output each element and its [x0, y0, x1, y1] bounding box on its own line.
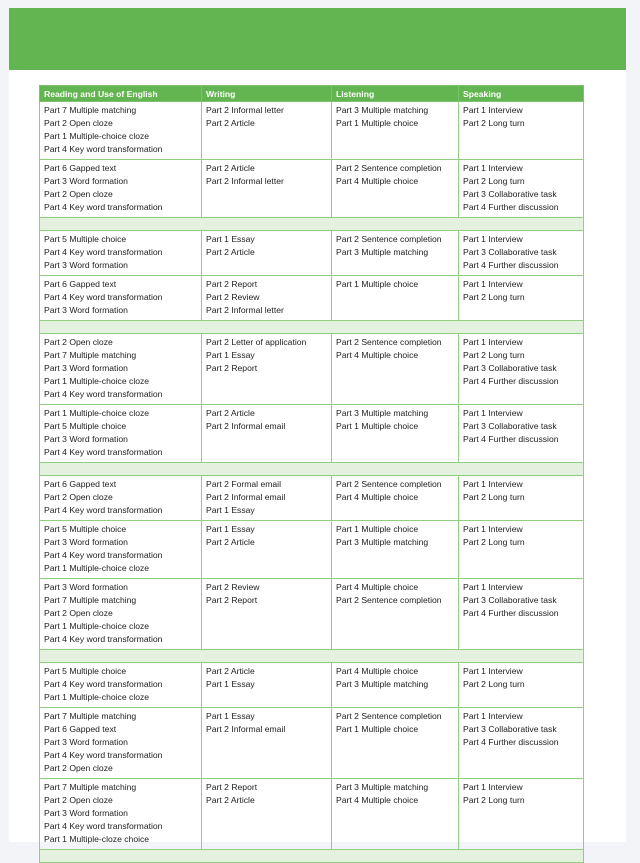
- cell-writing: [202, 779, 332, 850]
- task-item: Part 2 Long turn: [463, 679, 525, 689]
- task-item: Part 3 Multiple matching: [336, 408, 429, 418]
- group-separator: [40, 218, 584, 231]
- task-item: Part 2 Article: [206, 666, 255, 676]
- task-item: Part 2 Review: [206, 582, 260, 592]
- table-row: [40, 102, 584, 160]
- task-item: Part 4 Further discussion: [463, 608, 559, 618]
- cell-writing: [202, 334, 332, 405]
- table-row: [40, 708, 584, 779]
- task-item: Part 2 Open cloze: [44, 492, 113, 502]
- table-row: [40, 405, 584, 463]
- column-header-speaking: Speaking: [459, 86, 584, 102]
- cell-writing: [202, 276, 332, 321]
- task-item: Part 1 Interview: [463, 782, 523, 792]
- task-item: Part 1 Multiple choice: [336, 421, 419, 431]
- task-item: Part 2 Long turn: [463, 537, 525, 547]
- task-item: Part 4 Key word transformation: [44, 292, 163, 302]
- cell-writing: [202, 708, 332, 779]
- task-item: Part 3 Word formation: [44, 434, 128, 444]
- separator-cell: [40, 650, 584, 663]
- group-separator: [40, 650, 584, 663]
- column-header-writing: Writing: [202, 86, 332, 102]
- cell-reading: [40, 160, 202, 218]
- task-item: Part 1 Essay: [206, 505, 255, 515]
- task-item: Part 1 Multiple-choice cloze: [44, 692, 150, 702]
- task-item: Part 3 Collaborative task: [463, 247, 557, 257]
- task-item: Part 1 Multiple-choice cloze: [44, 563, 150, 573]
- table-row: [40, 334, 584, 405]
- group-separator: [40, 463, 584, 476]
- task-item: Part 1 Interview: [463, 479, 523, 489]
- cell-listening: [332, 276, 459, 321]
- task-item: Part 6 Gapped text: [44, 724, 117, 734]
- cell-writing: [202, 231, 332, 276]
- task-item: Part 3 Word formation: [44, 737, 128, 747]
- cell-listening: [332, 579, 459, 650]
- cell-speaking: [459, 521, 584, 579]
- task-item: Part 1 Interview: [463, 163, 523, 173]
- table-row: [40, 579, 584, 650]
- task-item: Part 1 Multiple choice: [336, 724, 419, 734]
- task-item: Part 3 Word formation: [44, 176, 128, 186]
- task-item: Part 7 Multiple matching: [44, 711, 137, 721]
- table-row: [40, 476, 584, 521]
- task-item: Part 2 Long turn: [463, 118, 525, 128]
- cell-writing: [202, 579, 332, 650]
- task-item: Part 4 Key word transformation: [44, 550, 163, 560]
- task-item: Part 5 Multiple choice: [44, 234, 127, 244]
- task-item: Part 2 Article: [206, 537, 255, 547]
- table-row: [40, 521, 584, 579]
- task-item: Part 4 Further discussion: [463, 202, 559, 212]
- table-row: [40, 663, 584, 708]
- cell-reading: [40, 102, 202, 160]
- task-item: Part 1 Multiple choice: [336, 279, 419, 289]
- separator-cell: [40, 850, 584, 863]
- task-item: Part 4 Key word transformation: [44, 821, 163, 831]
- task-item: Part 4 Key word transformation: [44, 202, 163, 212]
- task-item: Part 3 Multiple matching: [336, 679, 429, 689]
- task-item: Part 5 Multiple choice: [44, 421, 127, 431]
- task-item: Part 4 Key word transformation: [44, 750, 163, 760]
- task-item: Part 2 Sentence completion: [336, 595, 442, 605]
- task-item: Part 3 Word formation: [44, 363, 128, 373]
- task-item: Part 3 Word formation: [44, 305, 128, 315]
- task-item: Part 2 Open cloze: [44, 608, 113, 618]
- task-item: Part 3 Collaborative task: [463, 421, 557, 431]
- task-item: Part 5 Multiple choice: [44, 524, 127, 534]
- task-item: Part 4 Key word transformation: [44, 634, 163, 644]
- cell-listening: [332, 231, 459, 276]
- task-item: Part 2 Open cloze: [44, 337, 113, 347]
- task-item: Part 2 Report: [206, 363, 258, 373]
- task-item: Part 2 Long turn: [463, 795, 525, 805]
- cell-speaking: [459, 405, 584, 463]
- header-banner: [9, 8, 626, 70]
- cell-speaking: [459, 231, 584, 276]
- task-item: Part 1 Interview: [463, 279, 523, 289]
- task-item: Part 2 Open cloze: [44, 763, 113, 773]
- table-row: [40, 276, 584, 321]
- cell-listening: [332, 405, 459, 463]
- task-item: Part 4 Multiple choice: [336, 350, 419, 360]
- task-item: Part 2 Informal email: [206, 421, 286, 431]
- task-item: Part 4 Key word transformation: [44, 505, 163, 515]
- cell-speaking: [459, 276, 584, 321]
- task-item: Part 3 Collaborative task: [463, 595, 557, 605]
- task-item: Part 3 Multiple matching: [336, 105, 429, 115]
- task-item: Part 2 Informal letter: [206, 105, 284, 115]
- cell-listening: [332, 102, 459, 160]
- cell-speaking: [459, 476, 584, 521]
- task-item: Part 2 Long turn: [463, 176, 525, 186]
- task-item: Part 7 Multiple matching: [44, 782, 137, 792]
- cell-speaking: [459, 779, 584, 850]
- task-item: Part 6 Gapped text: [44, 479, 117, 489]
- cell-reading: [40, 334, 202, 405]
- separator-cell: [40, 218, 584, 231]
- task-item: Part 4 Further discussion: [463, 376, 559, 386]
- task-item: Part 3 Word formation: [44, 260, 128, 270]
- task-item: Part 1 Interview: [463, 524, 523, 534]
- task-item: Part 3 Multiple matching: [336, 782, 429, 792]
- task-item: Part 2 Informal email: [206, 492, 286, 502]
- task-item: Part 1 Essay: [206, 234, 255, 244]
- cell-speaking: [459, 334, 584, 405]
- task-item: Part 2 Article: [206, 408, 255, 418]
- cell-writing: [202, 663, 332, 708]
- table-row: [40, 779, 584, 850]
- task-item: Part 2 Formal email: [206, 479, 281, 489]
- task-item: Part 3 Word formation: [44, 582, 128, 592]
- task-item: Part 2 Sentence completion: [336, 163, 442, 173]
- cell-reading: [40, 663, 202, 708]
- separator-cell: [40, 463, 584, 476]
- task-item: Part 1 Interview: [463, 337, 523, 347]
- cell-listening: [332, 476, 459, 521]
- cell-reading: [40, 579, 202, 650]
- cell-reading: [40, 708, 202, 779]
- task-item: Part 4 Key word transformation: [44, 144, 163, 154]
- cell-speaking: [459, 708, 584, 779]
- separator-cell: [40, 321, 584, 334]
- cell-listening: [332, 663, 459, 708]
- table-header-row: [40, 86, 584, 102]
- task-item: Part 1 Multiple-choice cloze: [44, 376, 150, 386]
- cell-reading: [40, 779, 202, 850]
- task-item: Part 1 Interview: [463, 234, 523, 244]
- task-item: Part 1 Essay: [206, 711, 255, 721]
- cell-speaking: [459, 102, 584, 160]
- task-item: Part 2 Letter of application: [206, 337, 307, 347]
- cell-writing: [202, 521, 332, 579]
- task-item: Part 1 Interview: [463, 711, 523, 721]
- task-item: Part 4 Key word transformation: [44, 679, 163, 689]
- task-item: Part 2 Article: [206, 163, 255, 173]
- cell-writing: [202, 476, 332, 521]
- cell-listening: [332, 779, 459, 850]
- task-item: Part 5 Multiple choice: [44, 666, 127, 676]
- cell-writing: [202, 160, 332, 218]
- task-item: Part 2 Informal letter: [206, 176, 284, 186]
- document-page: [9, 8, 626, 842]
- task-item: Part 2 Open cloze: [44, 118, 113, 128]
- task-item: Part 3 Collaborative task: [463, 724, 557, 734]
- cell-listening: [332, 334, 459, 405]
- task-item: Part 2 Sentence completion: [336, 337, 442, 347]
- task-item: Part 7 Multiple matching: [44, 350, 137, 360]
- task-item: Part 4 Key word transformation: [44, 447, 163, 457]
- task-item: Part 2 Sentence completion: [336, 711, 442, 721]
- task-item: Part 1 Multiple choice: [336, 524, 419, 534]
- task-item: Part 1 Essay: [206, 350, 255, 360]
- task-item: Part 1 Interview: [463, 666, 523, 676]
- task-item: Part 2 Report: [206, 782, 258, 792]
- task-item: Part 7 Multiple matching: [44, 595, 137, 605]
- task-item: Part 2 Open cloze: [44, 189, 113, 199]
- task-item: Part 4 Further discussion: [463, 260, 559, 270]
- task-item: Part 1 Multiple-choice cloze: [44, 408, 150, 418]
- task-item: Part 1 Multiple-choice cloze: [44, 621, 150, 631]
- cell-listening: [332, 708, 459, 779]
- group-separator: [40, 321, 584, 334]
- task-item: Part 6 Gapped text: [44, 279, 117, 289]
- task-item: Part 4 Key word transformation: [44, 247, 163, 257]
- task-item: Part 2 Review: [206, 292, 260, 302]
- cell-reading: [40, 276, 202, 321]
- task-item: Part 6 Gapped text: [44, 163, 117, 173]
- table-row: [40, 231, 584, 276]
- cell-reading: [40, 231, 202, 276]
- task-item: Part 1 Multiple-cloze choice: [44, 834, 150, 844]
- task-item: Part 2 Open cloze: [44, 795, 113, 805]
- cell-writing: [202, 102, 332, 160]
- task-item: Part 4 Multiple choice: [336, 492, 419, 502]
- exam-parts-table: [39, 85, 584, 863]
- task-item: Part 2 Long turn: [463, 292, 525, 302]
- cell-speaking: [459, 663, 584, 708]
- task-item: Part 3 Multiple matching: [336, 247, 429, 257]
- task-item: Part 4 Multiple choice: [336, 795, 419, 805]
- task-item: Part 1 Interview: [463, 582, 523, 592]
- task-item: Part 1 Multiple choice: [336, 118, 419, 128]
- cell-writing: [202, 405, 332, 463]
- task-item: Part 4 Further discussion: [463, 737, 559, 747]
- task-item: Part 2 Sentence completion: [336, 234, 442, 244]
- task-item: Part 2 Long turn: [463, 492, 525, 502]
- task-item: Part 2 Informal letter: [206, 305, 284, 315]
- task-item: Part 2 Long turn: [463, 350, 525, 360]
- cell-reading: [40, 405, 202, 463]
- task-item: Part 2 Report: [206, 279, 258, 289]
- task-item: Part 1 Essay: [206, 679, 255, 689]
- task-item: Part 1 Interview: [463, 408, 523, 418]
- task-item: Part 2 Article: [206, 795, 255, 805]
- task-item: Part 1 Multiple-choice cloze: [44, 131, 150, 141]
- task-item: Part 3 Collaborative task: [463, 363, 557, 373]
- cell-listening: [332, 160, 459, 218]
- cell-reading: [40, 476, 202, 521]
- task-item: Part 2 Article: [206, 247, 255, 257]
- column-header-reading: Reading and Use of English: [40, 86, 202, 102]
- task-item: Part 1 Interview: [463, 105, 523, 115]
- task-item: Part 4 Multiple choice: [336, 666, 419, 676]
- task-item: Part 7 Multiple matching: [44, 105, 137, 115]
- task-item: Part 2 Report: [206, 595, 258, 605]
- column-header-listening: Listening: [332, 86, 459, 102]
- task-item: Part 3 Collaborative task: [463, 189, 557, 199]
- table-row: [40, 160, 584, 218]
- task-item: Part 3 Word formation: [44, 808, 128, 818]
- cell-reading: [40, 521, 202, 579]
- task-item: Part 4 Further discussion: [463, 434, 559, 444]
- task-item: Part 4 Multiple choice: [336, 582, 419, 592]
- task-item: Part 2 Informal email: [206, 724, 286, 734]
- task-item: Part 2 Sentence completion: [336, 479, 442, 489]
- task-item: Part 1 Essay: [206, 524, 255, 534]
- task-item: Part 4 Key word transformation: [44, 389, 163, 399]
- task-item: Part 2 Article: [206, 118, 255, 128]
- task-item: Part 4 Multiple choice: [336, 176, 419, 186]
- cell-listening: [332, 521, 459, 579]
- cell-speaking: [459, 160, 584, 218]
- task-item: Part 3 Multiple matching: [336, 537, 429, 547]
- task-item: Part 3 Word formation: [44, 537, 128, 547]
- group-separator: [40, 850, 584, 863]
- cell-speaking: [459, 579, 584, 650]
